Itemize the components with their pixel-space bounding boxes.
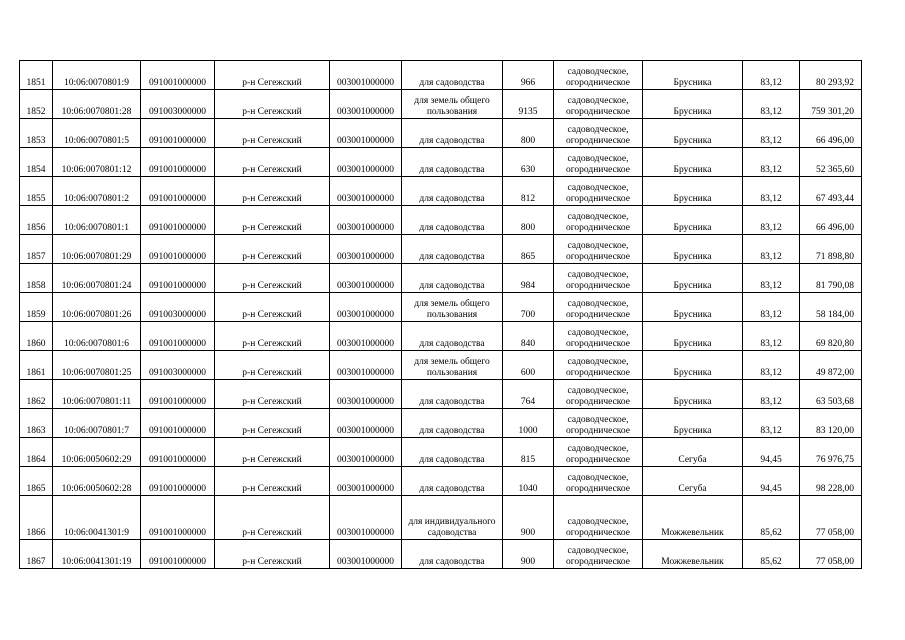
district-cell: р-н Сегежский <box>215 540 330 569</box>
table-row <box>20 322 862 351</box>
area-cell: 800 <box>503 119 554 148</box>
land-parcel-table <box>19 60 862 569</box>
value-cell: 52 365,60 <box>800 148 862 177</box>
value-cell: 759 301,20 <box>800 90 862 119</box>
cadastral-number-cell: 10:06:0070801:29 <box>53 235 141 264</box>
district-cell: р-н Сегежский <box>215 148 330 177</box>
oktmo-code-cell: 091001000000 <box>141 496 215 540</box>
rate-cell: 83,12 <box>743 293 800 322</box>
place-cell: Брусника <box>643 177 743 206</box>
rate-cell: 83,12 <box>743 322 800 351</box>
district-cell: р-н Сегежский <box>215 61 330 90</box>
rate-cell: 94,45 <box>743 467 800 496</box>
rate-cell: 83,12 <box>743 206 800 235</box>
code-cell: 003001000000 <box>330 206 402 235</box>
category-cell: садоводческое, огородническое <box>554 206 643 235</box>
value-cell: 83 120,00 <box>800 409 862 438</box>
category-cell: садоводческое, огородническое <box>554 322 643 351</box>
cadastral-number-cell: 10:06:0041301:19 <box>53 540 141 569</box>
cadastral-number-cell: 10:06:0070801:11 <box>53 380 141 409</box>
cadastral-number-cell: 10:06:0070801:24 <box>53 264 141 293</box>
table-row <box>20 61 862 90</box>
code-cell: 003001000000 <box>330 438 402 467</box>
category-cell: садоводческое, огородническое <box>554 409 643 438</box>
cadastral-number-cell: 10:06:0070801:9 <box>53 61 141 90</box>
value-cell: 58 184,00 <box>800 293 862 322</box>
value-cell: 69 820,80 <box>800 322 862 351</box>
category-cell: садоводческое, огородническое <box>554 119 643 148</box>
code-cell: 003001000000 <box>330 351 402 380</box>
purpose-cell: для садоводства <box>402 264 503 293</box>
code-cell: 003001000000 <box>330 61 402 90</box>
area-cell: 815 <box>503 438 554 467</box>
code-cell: 003001000000 <box>330 496 402 540</box>
rate-cell: 85,62 <box>743 540 800 569</box>
oktmo-code-cell: 091001000000 <box>141 206 215 235</box>
row-number-cell: 1867 <box>20 540 53 569</box>
place-cell: Брусника <box>643 206 743 235</box>
table-row <box>20 264 862 293</box>
area-cell: 812 <box>503 177 554 206</box>
value-cell: 67 493,44 <box>800 177 862 206</box>
place-cell: Сегуба <box>643 467 743 496</box>
area-cell: 865 <box>503 235 554 264</box>
area-cell: 764 <box>503 380 554 409</box>
category-cell: садоводческое, огородническое <box>554 235 643 264</box>
purpose-cell: для садоводства <box>402 119 503 148</box>
district-cell: р-н Сегежский <box>215 496 330 540</box>
row-number-cell: 1866 <box>20 496 53 540</box>
rate-cell: 83,12 <box>743 148 800 177</box>
place-cell: Можжевельник <box>643 540 743 569</box>
table-row <box>20 409 862 438</box>
district-cell: р-н Сегежский <box>215 235 330 264</box>
rate-cell: 85,62 <box>743 496 800 540</box>
place-cell: Брусника <box>643 293 743 322</box>
place-cell: Брусника <box>643 90 743 119</box>
category-cell: садоводческое, огородническое <box>554 438 643 467</box>
cadastral-number-cell: 10:06:0050602:29 <box>53 438 141 467</box>
row-number-cell: 1854 <box>20 148 53 177</box>
district-cell: р-н Сегежский <box>215 177 330 206</box>
rate-cell: 83,12 <box>743 264 800 293</box>
value-cell: 77 058,00 <box>800 496 862 540</box>
code-cell: 003001000000 <box>330 119 402 148</box>
oktmo-code-cell: 091001000000 <box>141 322 215 351</box>
purpose-cell: для садоводства <box>402 438 503 467</box>
category-cell: садоводческое, огородническое <box>554 177 643 206</box>
category-cell: садоводческое, огородническое <box>554 90 643 119</box>
district-cell: р-н Сегежский <box>215 264 330 293</box>
table-row <box>20 540 862 569</box>
oktmo-code-cell: 091001000000 <box>141 438 215 467</box>
table-row <box>20 119 862 148</box>
purpose-cell: для садоводства <box>402 148 503 177</box>
row-number-cell: 1857 <box>20 235 53 264</box>
place-cell: Брусника <box>643 380 743 409</box>
district-cell: р-н Сегежский <box>215 293 330 322</box>
row-number-cell: 1856 <box>20 206 53 235</box>
code-cell: 003001000000 <box>330 177 402 206</box>
cadastral-number-cell: 10:06:0070801:12 <box>53 148 141 177</box>
cadastral-number-cell: 10:06:0050602:28 <box>53 467 141 496</box>
oktmo-code-cell: 091001000000 <box>141 177 215 206</box>
district-cell: р-н Сегежский <box>215 351 330 380</box>
area-cell: 700 <box>503 293 554 322</box>
district-cell: р-н Сегежский <box>215 119 330 148</box>
area-cell: 966 <box>503 61 554 90</box>
value-cell: 49 872,00 <box>800 351 862 380</box>
district-cell: р-н Сегежский <box>215 206 330 235</box>
place-cell: Брусника <box>643 119 743 148</box>
oktmo-code-cell: 091001000000 <box>141 119 215 148</box>
category-cell: садоводческое, огородническое <box>554 467 643 496</box>
category-cell: садоводческое, огородническое <box>554 293 643 322</box>
category-cell: садоводческое, огородническое <box>554 540 643 569</box>
place-cell: Брусника <box>643 148 743 177</box>
rate-cell: 83,12 <box>743 351 800 380</box>
purpose-cell: для земель общего пользования <box>402 293 503 322</box>
place-cell: Брусника <box>643 351 743 380</box>
purpose-cell: для индивидуального садоводства <box>402 496 503 540</box>
row-number-cell: 1865 <box>20 467 53 496</box>
table-row <box>20 438 862 467</box>
code-cell: 003001000000 <box>330 322 402 351</box>
place-cell: Брусника <box>643 235 743 264</box>
category-cell: садоводческое, огородническое <box>554 496 643 540</box>
cadastral-number-cell: 10:06:0041301:9 <box>53 496 141 540</box>
row-number-cell: 1855 <box>20 177 53 206</box>
place-cell: Можжевельник <box>643 496 743 540</box>
row-number-cell: 1861 <box>20 351 53 380</box>
oktmo-code-cell: 091001000000 <box>141 61 215 90</box>
row-number-cell: 1863 <box>20 409 53 438</box>
purpose-cell: для земель общего пользования <box>402 351 503 380</box>
table-row <box>20 467 862 496</box>
place-cell: Брусника <box>643 61 743 90</box>
cadastral-number-cell: 10:06:0070801:25 <box>53 351 141 380</box>
oktmo-code-cell: 091001000000 <box>141 148 215 177</box>
area-cell: 600 <box>503 351 554 380</box>
cadastral-number-cell: 10:06:0070801:2 <box>53 177 141 206</box>
purpose-cell: для садоводства <box>402 380 503 409</box>
table-row <box>20 148 862 177</box>
table-row <box>20 351 862 380</box>
district-cell: р-н Сегежский <box>215 409 330 438</box>
area-cell: 630 <box>503 148 554 177</box>
cadastral-number-cell: 10:06:0070801:7 <box>53 409 141 438</box>
value-cell: 81 790,08 <box>800 264 862 293</box>
oktmo-code-cell: 091001000000 <box>141 467 215 496</box>
value-cell: 76 976,75 <box>800 438 862 467</box>
category-cell: садоводческое, огородническое <box>554 264 643 293</box>
district-cell: р-н Сегежский <box>215 90 330 119</box>
row-number-cell: 1851 <box>20 61 53 90</box>
category-cell: садоводческое, огородническое <box>554 380 643 409</box>
oktmo-code-cell: 091001000000 <box>141 264 215 293</box>
code-cell: 003001000000 <box>330 264 402 293</box>
value-cell: 63 503,68 <box>800 380 862 409</box>
area-cell: 1040 <box>503 467 554 496</box>
code-cell: 003001000000 <box>330 293 402 322</box>
oktmo-code-cell: 091003000000 <box>141 90 215 119</box>
purpose-cell: для садоводства <box>402 409 503 438</box>
value-cell: 98 228,00 <box>800 467 862 496</box>
table-body <box>20 61 862 569</box>
code-cell: 003001000000 <box>330 90 402 119</box>
area-cell: 900 <box>503 496 554 540</box>
place-cell: Брусника <box>643 409 743 438</box>
purpose-cell: для садоводства <box>402 540 503 569</box>
district-cell: р-н Сегежский <box>215 322 330 351</box>
area-cell: 1000 <box>503 409 554 438</box>
purpose-cell: для садоводства <box>402 322 503 351</box>
place-cell: Брусника <box>643 322 743 351</box>
rate-cell: 94,45 <box>743 438 800 467</box>
purpose-cell: для садоводства <box>402 177 503 206</box>
row-number-cell: 1859 <box>20 293 53 322</box>
area-cell: 9135 <box>503 90 554 119</box>
rate-cell: 83,12 <box>743 235 800 264</box>
code-cell: 003001000000 <box>330 409 402 438</box>
oktmo-code-cell: 091001000000 <box>141 409 215 438</box>
code-cell: 003001000000 <box>330 148 402 177</box>
rate-cell: 83,12 <box>743 177 800 206</box>
row-number-cell: 1852 <box>20 90 53 119</box>
area-cell: 840 <box>503 322 554 351</box>
code-cell: 003001000000 <box>330 235 402 264</box>
category-cell: садоводческое, огородническое <box>554 351 643 380</box>
cadastral-number-cell: 10:06:0070801:5 <box>53 119 141 148</box>
value-cell: 80 293,92 <box>800 61 862 90</box>
cadastral-number-cell: 10:06:0070801:28 <box>53 90 141 119</box>
place-cell: Сегуба <box>643 438 743 467</box>
row-number-cell: 1864 <box>20 438 53 467</box>
code-cell: 003001000000 <box>330 540 402 569</box>
place-cell: Брусника <box>643 264 743 293</box>
row-number-cell: 1858 <box>20 264 53 293</box>
table-row <box>20 206 862 235</box>
row-number-cell: 1862 <box>20 380 53 409</box>
table-row <box>20 293 862 322</box>
purpose-cell: для земель общего пользования <box>402 90 503 119</box>
rate-cell: 83,12 <box>743 409 800 438</box>
purpose-cell: для садоводства <box>402 467 503 496</box>
oktmo-code-cell: 091003000000 <box>141 351 215 380</box>
oktmo-code-cell: 091003000000 <box>141 293 215 322</box>
purpose-cell: для садоводства <box>402 235 503 264</box>
rate-cell: 83,12 <box>743 61 800 90</box>
oktmo-code-cell: 091001000000 <box>141 540 215 569</box>
category-cell: садоводческое, огородническое <box>554 148 643 177</box>
purpose-cell: для садоводства <box>402 206 503 235</box>
area-cell: 900 <box>503 540 554 569</box>
table-row <box>20 177 862 206</box>
code-cell: 003001000000 <box>330 467 402 496</box>
rate-cell: 83,12 <box>743 380 800 409</box>
district-cell: р-н Сегежский <box>215 380 330 409</box>
value-cell: 66 496,00 <box>800 206 862 235</box>
category-cell: садоводческое, огородническое <box>554 61 643 90</box>
cadastral-number-cell: 10:06:0070801:1 <box>53 206 141 235</box>
rate-cell: 83,12 <box>743 90 800 119</box>
table-row <box>20 380 862 409</box>
value-cell: 66 496,00 <box>800 119 862 148</box>
row-number-cell: 1860 <box>20 322 53 351</box>
cadastral-number-cell: 10:06:0070801:26 <box>53 293 141 322</box>
purpose-cell: для садоводства <box>402 61 503 90</box>
oktmo-code-cell: 091001000000 <box>141 235 215 264</box>
district-cell: р-н Сегежский <box>215 438 330 467</box>
value-cell: 71 898,80 <box>800 235 862 264</box>
table-row <box>20 496 862 540</box>
cadastral-number-cell: 10:06:0070801:6 <box>53 322 141 351</box>
area-cell: 800 <box>503 206 554 235</box>
rate-cell: 83,12 <box>743 119 800 148</box>
row-number-cell: 1853 <box>20 119 53 148</box>
oktmo-code-cell: 091001000000 <box>141 380 215 409</box>
district-cell: р-н Сегежский <box>215 467 330 496</box>
code-cell: 003001000000 <box>330 380 402 409</box>
table-row <box>20 90 862 119</box>
table-row <box>20 235 862 264</box>
value-cell: 77 058,00 <box>800 540 862 569</box>
area-cell: 984 <box>503 264 554 293</box>
